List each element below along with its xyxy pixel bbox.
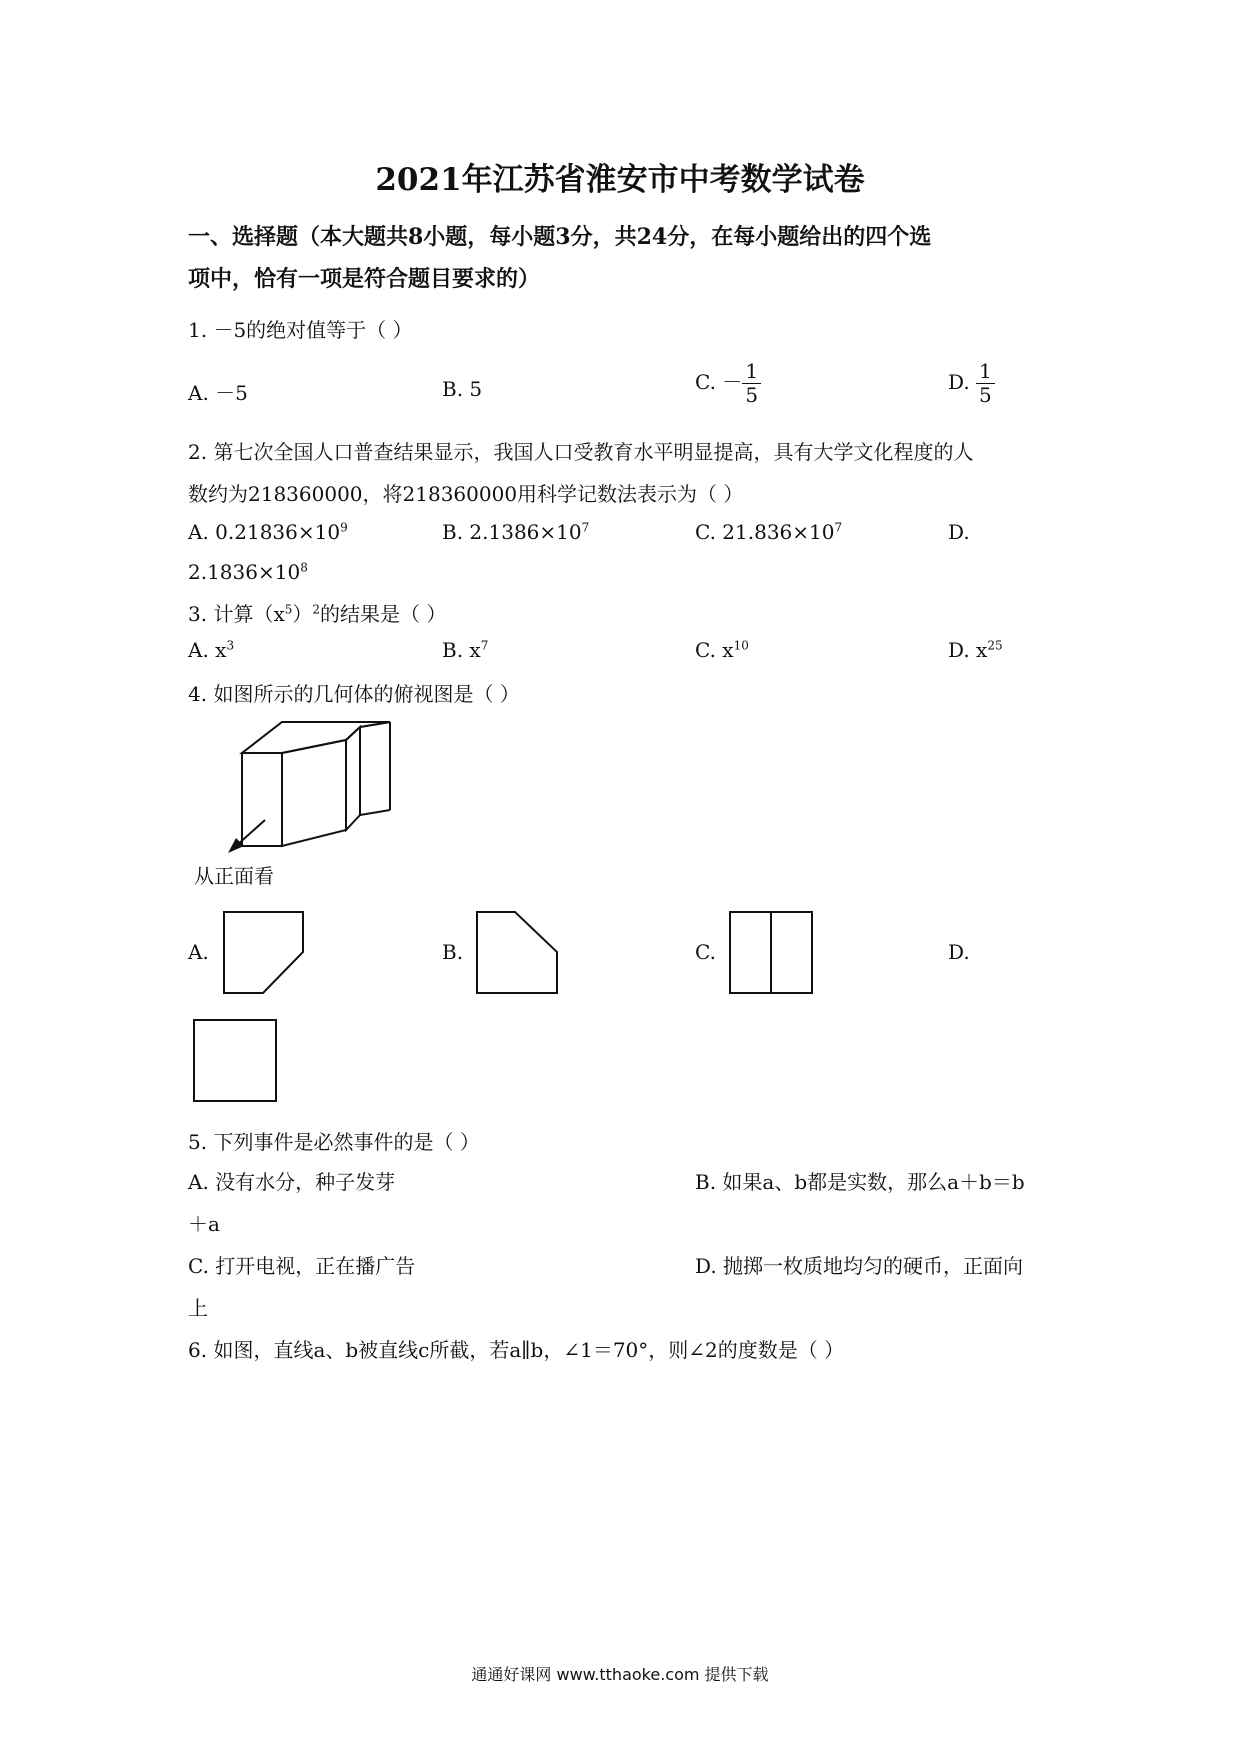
q3-option-b-exponent: 7 (480, 638, 489, 653)
q2-option-d-base: 2.1836×10 (188, 560, 301, 584)
q2-option-d-label: D. (948, 520, 970, 544)
section-heading-line2: 项中，恰有一项是符合题目要求的） (188, 266, 541, 292)
section-heading-line1: 一、选择题（本大题共8小题，每小题3分，共24分，在每小题给出的四个选 (188, 224, 932, 250)
q2-option-b-base: B. 2.1386×10 (442, 520, 582, 544)
q1-option-c-prefix: C. － (695, 370, 743, 394)
q5-stem: 5. 下列事件是必然事件的是（ ） (188, 1130, 480, 1154)
q2-stem-line1: 2. 第七次全国人口普查结果显示，我国人口受教育水平明显提高，具有大学文化程度的人 (188, 440, 974, 464)
q2-option-a-base: A. 0.21836×10 (188, 520, 341, 544)
q4-option-d-shape (194, 1020, 276, 1101)
q5-option-a: A. 没有水分，种子发芽 (188, 1170, 396, 1194)
q4-option-c: C. (695, 940, 716, 964)
q4-stem: 4. 如图所示的几何体的俯视图是（ ） (188, 682, 520, 706)
q4-option-b-shape (477, 912, 557, 993)
page-title: 2021年江苏省淮安市中考数学试卷 (375, 162, 865, 198)
q5-option-d-continued: 上 (188, 1296, 208, 1320)
q3-stem-mid: ） (292, 602, 313, 626)
q3-stem-exp1: 5 (284, 602, 293, 617)
q3-option-a-exponent: 3 (226, 638, 235, 653)
q5-option-b: B. 如果a、b都是实数，那么a＋b＝b (695, 1170, 1025, 1194)
q1-option-d-denominator: 5 (979, 383, 992, 407)
q1-option-c-denominator: 5 (745, 383, 759, 407)
q4-option-a-shape (224, 912, 303, 993)
q1-option-a: A. －5 (188, 381, 248, 405)
q1-option-d-numerator: 1 (976, 360, 995, 384)
q3-option-c-exponent: 10 (733, 638, 749, 653)
q3-option-d-base: D. x (948, 638, 988, 662)
q1-option-c-numerator: 1 (742, 360, 761, 384)
q4-option-d: D. (948, 940, 970, 964)
q3-option-c-base: C. x (695, 638, 734, 662)
q4-option-a: A. (188, 940, 209, 964)
q4-option-b: B. (442, 940, 464, 964)
q1-stem: 1. －5的绝对值等于（ ） (188, 318, 413, 342)
q2-option-a-exponent: 9 (340, 520, 348, 535)
q3-stem-pre: 3. 计算（x (188, 602, 285, 626)
q2-option-c-exponent: 7 (834, 520, 843, 535)
q3-option-b-base: B. x (442, 638, 481, 662)
q2-option-c-base: C. 21.836×10 (695, 520, 835, 544)
q2-stem-line2: 数约为218360000，将218360000用科学记数法表示为（ ） (188, 482, 744, 506)
q3-stem-exp2: 2 (312, 602, 320, 617)
q2-option-b-exponent: 7 (581, 520, 590, 535)
q1-option-b: B. 5 (442, 377, 483, 401)
q3-option-a-base: A. x (188, 638, 227, 662)
q5-option-d: D. 抛掷一枚质地均匀的硬币，正面向 (695, 1254, 1024, 1278)
q2-option-d-exponent: 8 (300, 560, 308, 575)
q4-figure-caption: 从正面看 (194, 864, 274, 888)
q3-option-d-exponent: 25 (987, 638, 1003, 653)
q5-option-b-continued: ＋a (188, 1212, 220, 1236)
q1-option-d-prefix: D. (948, 370, 977, 394)
q6-stem: 6. 如图，直线a、b被直线c所截，若a∥b，∠1＝70°，则∠2的度数是（ ） (188, 1338, 845, 1362)
page-footer: 通通好课网 www.tthaoke.com 提供下载 (471, 1665, 769, 1684)
q3-stem-post: 的结果是（ ） (320, 602, 447, 626)
q5-option-c: C. 打开电视，正在播广告 (188, 1254, 416, 1278)
